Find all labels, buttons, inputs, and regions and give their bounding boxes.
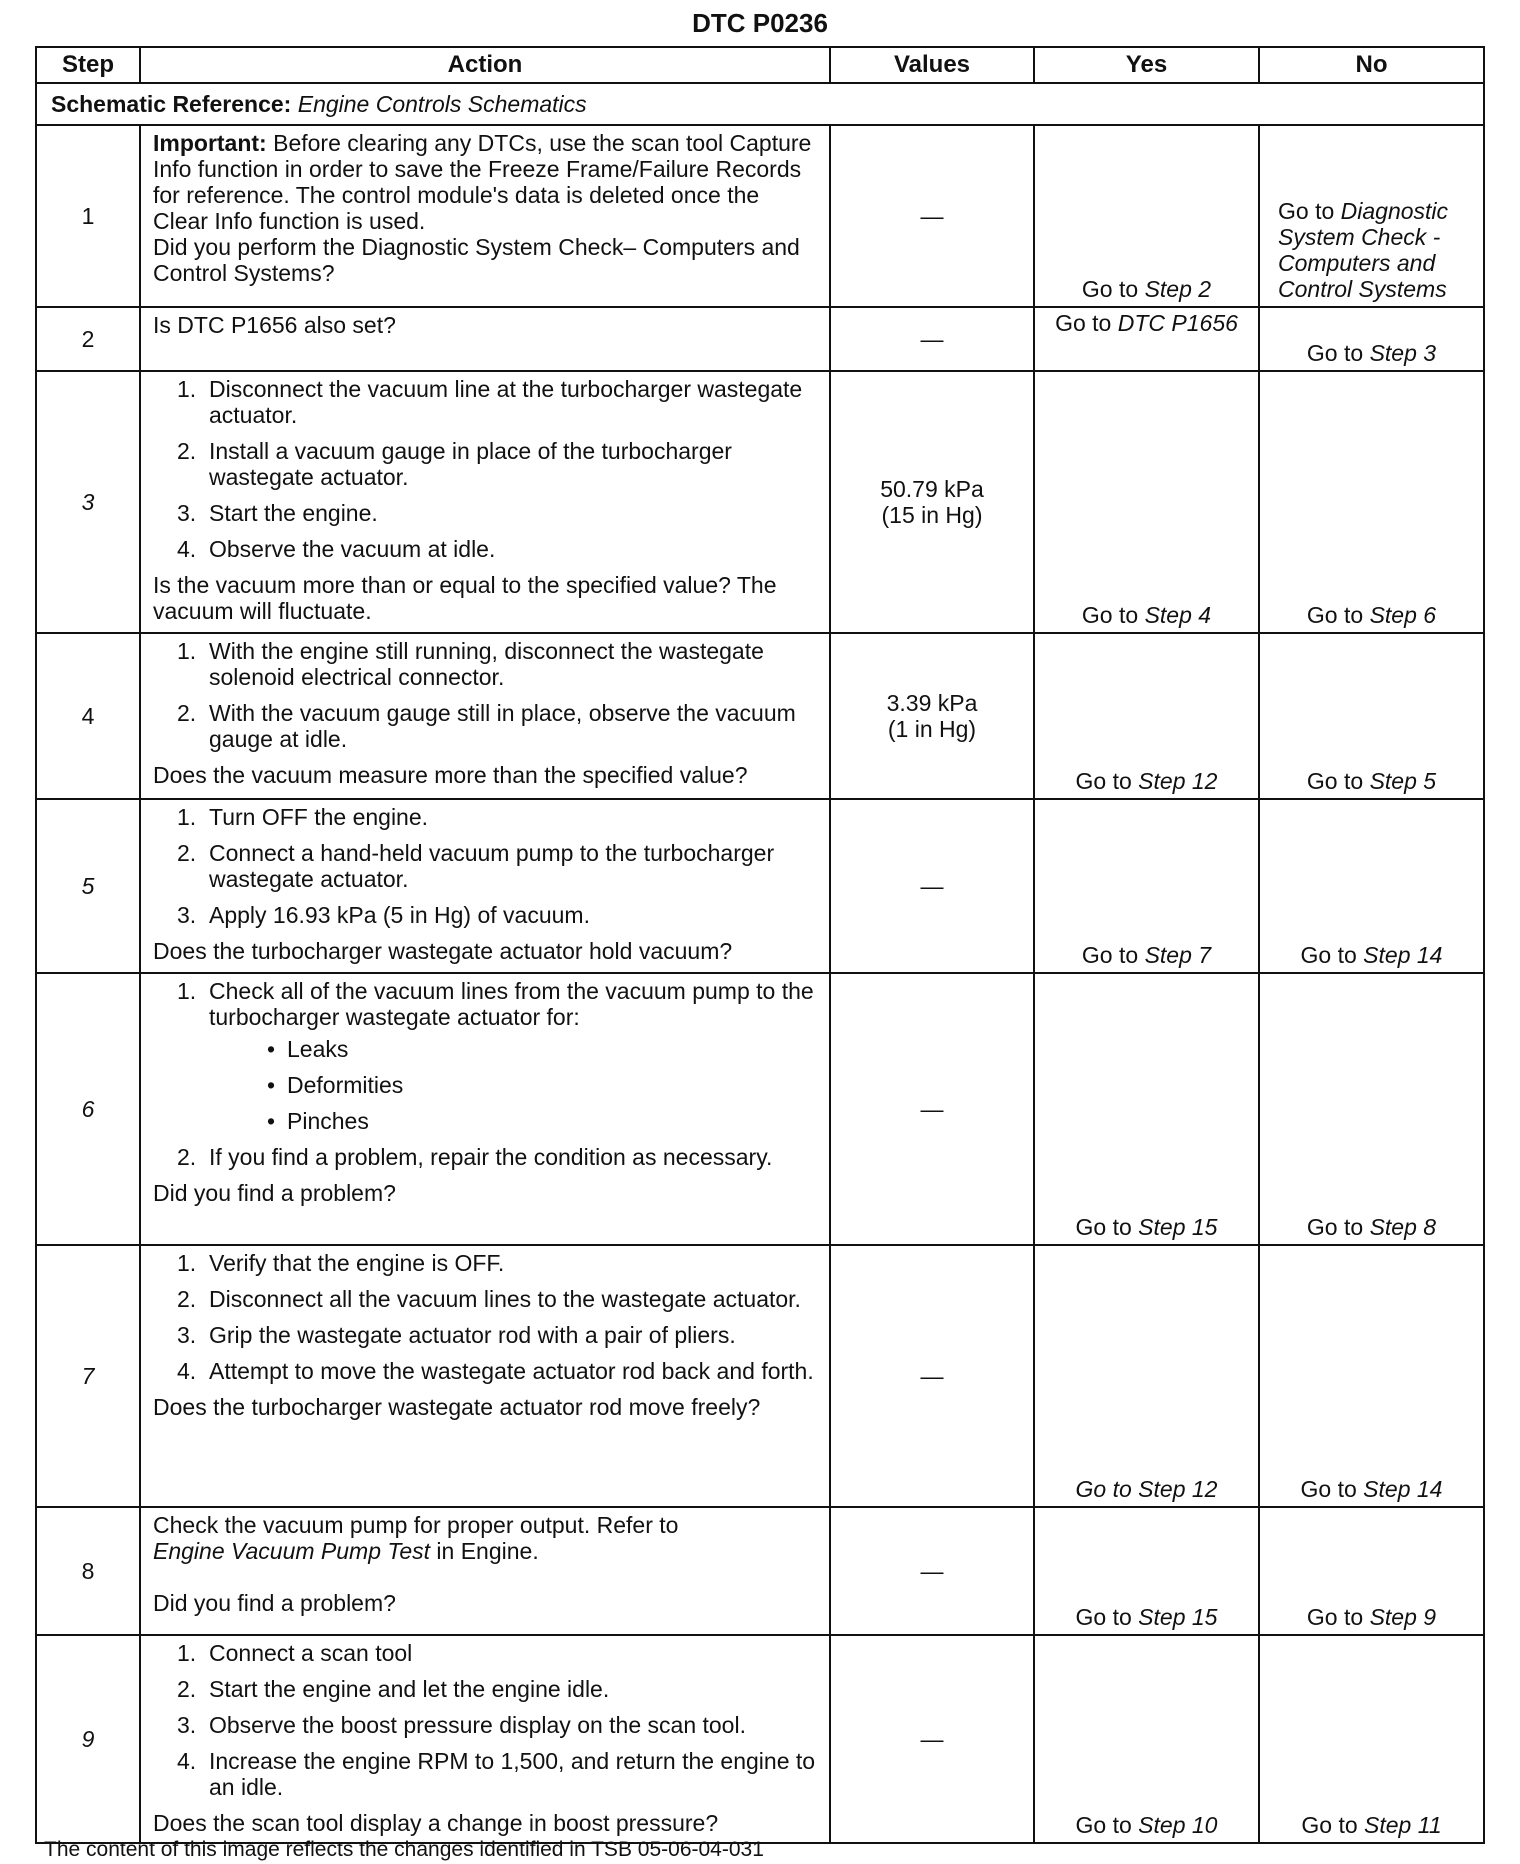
value-cell: — xyxy=(830,799,1034,973)
no-cell xyxy=(1259,973,1484,1245)
action-cell xyxy=(140,125,830,307)
schematic-reference xyxy=(36,83,1484,125)
no-link[interactable]: Step 8 xyxy=(1369,1214,1437,1240)
no-prefix: Go to xyxy=(1306,602,1370,628)
action-question: Does the vacuum measure more than the specified value? xyxy=(153,762,748,788)
list-item: 2. Connect a hand-held vacuum pump to the turbocharger wastegate actuator. xyxy=(177,840,775,892)
header-row xyxy=(36,47,1484,83)
yes-prefix: Go to xyxy=(1075,768,1139,794)
list-item: 2. With the vacuum gauge still in place, observe the vacuum gauge at idle. xyxy=(177,700,796,752)
action-question: Does the turbocharger wastegate actuator rod move freely? xyxy=(153,1394,761,1420)
step-number: 6 xyxy=(36,973,140,1245)
header-step: Step xyxy=(36,47,140,83)
yes-link[interactable]: Step 2 xyxy=(1144,276,1212,302)
important-label: Important: xyxy=(153,130,267,156)
no-prefix: Go to xyxy=(1278,198,1341,224)
no-cell xyxy=(1259,799,1484,973)
yes-cell xyxy=(1034,1507,1259,1635)
list-item: 3. Observe the boost pressure display on the scan tool. xyxy=(177,1712,746,1738)
step-number: 9 xyxy=(36,1635,140,1843)
no-link[interactable]: Step 9 xyxy=(1369,1604,1437,1630)
schematic-row xyxy=(36,83,1484,125)
action-cell xyxy=(140,371,830,633)
no-cell xyxy=(1259,1635,1484,1843)
yes-link[interactable]: Step 15 xyxy=(1138,1214,1218,1240)
value-cell xyxy=(830,633,1034,799)
step-number: 4 xyxy=(36,633,140,799)
yes-link[interactable]: Step 10 xyxy=(1138,1812,1218,1838)
yes-cell xyxy=(1034,371,1259,633)
action-cell xyxy=(140,1507,830,1635)
page-title: DTC P0236 xyxy=(692,8,828,38)
action-question: Did you find a problem? xyxy=(153,1180,396,1206)
list-item: 1. Verify that the engine is OFF. xyxy=(177,1250,505,1276)
important-note xyxy=(153,130,819,234)
list-item: 2. Start the engine and let the engine idle. xyxy=(177,1676,610,1702)
table-row xyxy=(36,125,1484,307)
no-cell xyxy=(1259,307,1484,371)
step-number: 3 xyxy=(36,371,140,633)
value-cell: — xyxy=(830,125,1034,307)
yes-cell xyxy=(1034,307,1259,371)
value-cell: — xyxy=(830,1635,1034,1843)
step-number: 1 xyxy=(36,125,140,307)
footer-note: The content of this image reflects the changes identified in TSB 05-06-04-031 xyxy=(44,1838,764,1861)
table-row xyxy=(36,633,1484,799)
yes-cell xyxy=(1034,1635,1259,1843)
action-list xyxy=(153,1640,819,1800)
yes-cell xyxy=(1034,799,1259,973)
value-metric: 3.39 kPa xyxy=(886,690,978,716)
table-row xyxy=(36,1245,1484,1507)
no-link[interactable]: Step 6 xyxy=(1369,602,1437,628)
list-item: 3. Grip the wastegate actuator rod with a pair of pliers. xyxy=(177,1322,736,1348)
yes-link[interactable]: Step 12 xyxy=(1138,768,1218,794)
yes-cell xyxy=(1034,633,1259,799)
table-row xyxy=(36,973,1484,1245)
list-item: 4. Increase the engine RPM to 1,500, and return the engine to an idle. xyxy=(177,1748,816,1800)
bullet-list xyxy=(209,1036,819,1134)
action-question: Does the scan tool display a change in boost pressure? xyxy=(153,1810,719,1836)
no-cell xyxy=(1259,371,1484,633)
value-metric: 50.79 kPa xyxy=(880,476,984,502)
yes-prefix: Go to xyxy=(1081,942,1145,968)
no-prefix: Go to xyxy=(1301,1812,1365,1838)
header-values: Values xyxy=(830,47,1034,83)
action-list xyxy=(153,804,819,928)
no-link[interactable]: Step 3 xyxy=(1369,340,1437,366)
action-text: Check the vacuum pump for proper output. Refer to Engine Vacuum Pump Test in Engine. xyxy=(153,1512,679,1564)
action-question: Did you find a problem? xyxy=(153,1590,396,1616)
yes-link[interactable]: Go to Step 12 xyxy=(1075,1476,1218,1502)
yes-link[interactable]: Step 7 xyxy=(1144,942,1212,968)
value-cell xyxy=(830,371,1034,633)
no-prefix: Go to xyxy=(1306,768,1370,794)
bullet-item: • Deformities xyxy=(267,1072,404,1098)
no-prefix: Go to xyxy=(1306,340,1370,366)
action-question: Did you perform the Diagnostic System Check– Computers and Control Systems? xyxy=(153,234,800,286)
list-item: 1. Disconnect the vacuum line at the turbocharger wastegate actuator. xyxy=(177,376,803,428)
yes-prefix: Go to xyxy=(1055,310,1118,336)
value-cell: — xyxy=(830,1507,1034,1635)
list-item: 2. Disconnect all the vacuum lines to the wastegate actuator. xyxy=(177,1286,801,1312)
action-cell xyxy=(140,307,830,371)
list-item: 2. If you find a problem, repair the condition as necessary. xyxy=(177,1144,773,1170)
no-cell xyxy=(1259,633,1484,799)
bullet-item: • Pinches xyxy=(267,1108,369,1134)
important-text: Before clearing any DTCs, use the scan tool Capture Info function in order to save the Freeze Frame/Failure Records for reference. The control module's data is deleted once the Clear Info function is used. xyxy=(153,130,812,234)
diagnostic-table xyxy=(35,46,1485,1844)
action-question: Is DTC P1656 also set? xyxy=(153,312,396,338)
no-prefix: Go to xyxy=(1300,1476,1364,1502)
yes-cell xyxy=(1034,1245,1259,1507)
yes-prefix: Go to xyxy=(1081,602,1145,628)
action-list xyxy=(153,978,819,1170)
action-question: Does the turbocharger wastegate actuator hold vacuum? xyxy=(153,938,733,964)
header-no: No xyxy=(1259,47,1484,83)
list-item: 3. Apply 16.93 kPa (5 in Hg) of vacuum. xyxy=(177,902,590,928)
no-link[interactable]: Step 14 xyxy=(1363,942,1443,968)
schematic-link[interactable]: Engine Controls Schematics xyxy=(297,91,587,117)
list-item: 2. Install a vacuum gauge in place of the turbocharger wastegate actuator. xyxy=(177,438,732,490)
no-link[interactable]: Step 11 xyxy=(1364,1812,1442,1838)
value-cell: — xyxy=(830,307,1034,371)
yes-prefix: Go to xyxy=(1075,1812,1139,1838)
no-link[interactable]: Diagnostic System Check - Computers and Control Systems xyxy=(1278,198,1449,302)
value-imperial: (1 in Hg) xyxy=(887,716,977,742)
yes-cell xyxy=(1034,973,1259,1245)
table-row xyxy=(36,1635,1484,1843)
no-cell xyxy=(1259,1507,1484,1635)
no-prefix: Go to xyxy=(1306,1604,1370,1630)
action-cell xyxy=(140,973,830,1245)
yes-prefix: Go to xyxy=(1075,1214,1139,1240)
action-list xyxy=(153,1250,819,1384)
procedure-link[interactable]: Engine Vacuum Pump Test xyxy=(153,1538,431,1564)
table-row xyxy=(36,371,1484,633)
yes-link[interactable]: DTC P1656 xyxy=(1117,310,1238,336)
list-item: 1. Check all of the vacuum lines from the vacuum pump to the turbocharger wastegate actuator for: • Leaks • Deformities • Pinches xyxy=(153,978,819,1134)
value-cell: — xyxy=(830,973,1034,1245)
list-item: 1. With the engine still running, disconnect the wastegate solenoid electrical connector. xyxy=(177,638,764,690)
yes-prefix: Go to xyxy=(1081,276,1145,302)
yes-prefix: Go to xyxy=(1075,1604,1139,1630)
step-number: 2 xyxy=(36,307,140,371)
header-action: Action xyxy=(140,47,830,83)
table-row xyxy=(36,799,1484,973)
yes-link[interactable]: Step 15 xyxy=(1138,1604,1218,1630)
no-cell xyxy=(1259,1245,1484,1507)
list-item: 3. Start the engine. xyxy=(177,500,378,526)
action-question: Is the vacuum more than or equal to the specified value? The vacuum will fluctuate. xyxy=(153,572,777,624)
schematic-label: Schematic Reference: xyxy=(51,91,292,117)
no-prefix: Go to xyxy=(1300,942,1364,968)
no-link[interactable]: Step 5 xyxy=(1369,768,1437,794)
yes-cell xyxy=(1034,125,1259,307)
action-list xyxy=(153,376,819,562)
action-cell xyxy=(140,799,830,973)
step-number: 8 xyxy=(36,1507,140,1635)
no-prefix: Go to xyxy=(1306,1214,1370,1240)
table-row xyxy=(36,1507,1484,1635)
action-cell xyxy=(140,633,830,799)
list-item: 4. Observe the vacuum at idle. xyxy=(177,536,496,562)
header-yes: Yes xyxy=(1034,47,1259,83)
step-number: 5 xyxy=(36,799,140,973)
table-row xyxy=(36,307,1484,371)
action-cell xyxy=(140,1245,830,1507)
no-link[interactable]: Step 14 xyxy=(1363,1476,1443,1502)
no-cell xyxy=(1259,125,1484,307)
yes-link[interactable]: Step 4 xyxy=(1144,602,1212,628)
value-imperial: (15 in Hg) xyxy=(881,502,983,528)
list-item: 4. Attempt to move the wastegate actuator rod back and forth. xyxy=(177,1358,814,1384)
bullet-item: • Leaks xyxy=(267,1036,349,1062)
value-cell: — xyxy=(830,1245,1034,1507)
list-item: 1. Connect a scan tool xyxy=(177,1640,413,1666)
list-item: 1. Turn OFF the engine. xyxy=(177,804,429,830)
step-number: 7 xyxy=(36,1245,140,1507)
action-cell xyxy=(140,1635,830,1843)
action-list xyxy=(153,638,819,752)
